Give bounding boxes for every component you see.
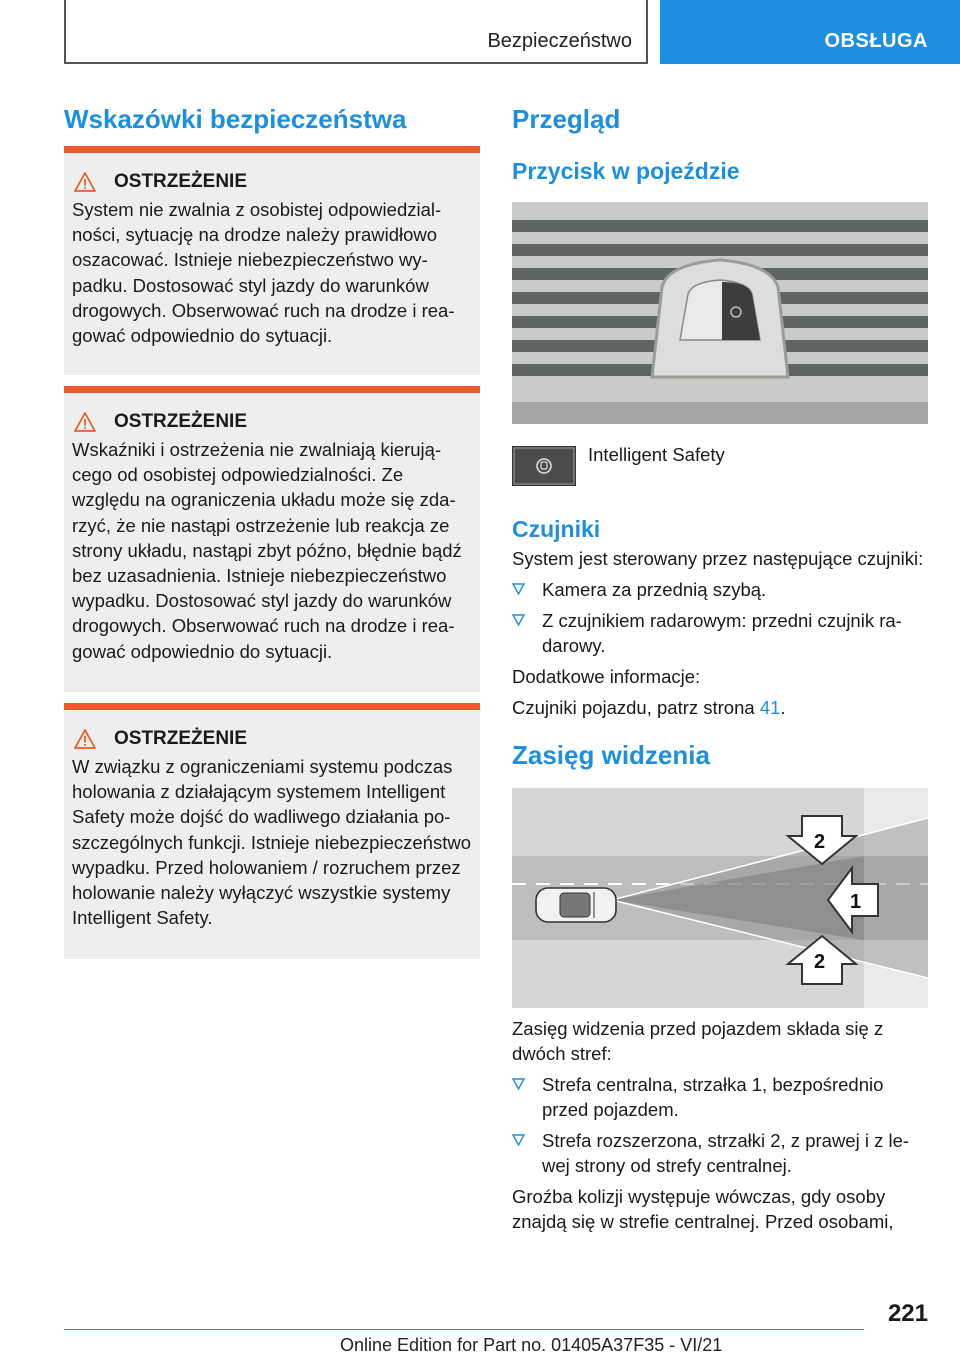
more-info: Dodatkowe informacje:	[512, 666, 701, 687]
left-column	[64, 100, 480, 138]
bullet-triangle-icon	[512, 583, 525, 595]
warning-title	[72, 169, 472, 195]
page-link[interactable]: 41	[759, 697, 781, 718]
diagram-label: 1	[850, 891, 862, 913]
list-item	[512, 1072, 928, 1122]
header-section-title: Bezpieczeństwo	[487, 30, 632, 52]
warning-box-2	[64, 386, 480, 692]
right-column	[512, 100, 928, 1234]
closing-paragraph: Groźba kolizji występuje wówczas, gdy osoby znajdą się w strefie centralnej. Przed osobami,	[512, 1186, 894, 1232]
sensors-intro: System jest sterowany przez następujące czujniki:	[512, 548, 924, 569]
header-chapter-label: OBSŁUGA	[824, 30, 928, 52]
car-icon	[536, 888, 616, 922]
subheading-button: Przycisk w pojeździe	[512, 158, 740, 184]
list-item-text: Kamera za przednią szybą.	[542, 579, 767, 600]
warning-box-3	[64, 703, 480, 959]
intelligent-safety-button-icon	[512, 446, 576, 486]
bullet-triangle-icon	[512, 614, 525, 626]
warning-triangle-icon	[74, 172, 96, 192]
warning-title	[72, 409, 472, 435]
section-title-safety: Wskazówki bezpieczeństwa	[64, 104, 407, 134]
list-item-text: Z czujnikiem radarowym: przedni czujnik radarowy.	[542, 610, 902, 656]
list-item	[512, 577, 928, 602]
warning-box-1	[64, 146, 480, 375]
diagram-label: 2	[814, 831, 826, 853]
diagram-label: 2	[814, 951, 826, 973]
button-caption: Intelligent Safety	[588, 444, 725, 465]
warning-title-text: OSTRZEŻENIE	[114, 411, 248, 432]
button-legend	[512, 446, 928, 486]
range-list	[512, 1072, 928, 1178]
footer-divider	[64, 1329, 864, 1330]
range-intro: Zasięg widzenia przed pojazdem składa się z dwóch stref:	[512, 1018, 884, 1064]
list-item-text: Strefa centralna, strzałka 1, bezpośrednio przed pojazdem.	[542, 1074, 884, 1120]
field-of-view-diagram	[512, 788, 928, 1008]
warning-triangle-icon	[74, 412, 96, 432]
sensors-list	[512, 577, 928, 658]
warning-title	[72, 726, 472, 752]
vehicle-button-photo	[512, 202, 928, 424]
list-item	[512, 1128, 928, 1178]
warning-text: Wskaźniki i ostrzeżenia nie zwalniają kierującego od osobistej odpowiedzialności. Ze względu na ograniczenia układu może się zdarzyć, że nie nastąpi ostrzeżenie lub reakcja ze strony układu, nastąpi zbyt późno, błędnie bądź bez uzasadnienia. Istnieje niebezpieczeństwo wypadku. Dostosować styl jazdy do warunków drogowych. Obserwować ruch na drodze i reagować odpowiednio do sytuacji.	[72, 439, 462, 662]
bullet-triangle-icon	[512, 1078, 525, 1090]
section-title-range: Zasięg widzenia	[512, 740, 710, 770]
footer-edition: Online Edition for Part no. 01405A37F35 - VI/21	[340, 1335, 723, 1355]
warning-text: System nie zwalnia z osobistej odpowiedzialności, sytuację na drodze należy prawidłowo oszacować. Istnieje niebezpieczeństwo wypadku. Dostosować styl jazdy do warunków drogowych. Obserwować ruch na drodze i reagować odpowiednio do sytuacji.	[72, 199, 455, 347]
warning-triangle-icon	[74, 729, 96, 749]
warning-title-text: OSTRZEŻENIE	[114, 171, 248, 192]
section-title-overview: Przegląd	[512, 104, 621, 134]
header-chapter-tab[interactable]	[660, 0, 960, 64]
bullet-triangle-icon	[512, 1134, 525, 1146]
page-number: 221	[887, 1300, 928, 1327]
sensor-reference	[512, 695, 928, 720]
subheading-sensors: Czujniki	[512, 516, 601, 542]
reference-text: Czujniki pojazdu, patrz strona	[512, 697, 760, 718]
list-item-text: Strefa rozszerzona, strzałki 2, z prawej i z lewej strony od strefy centralnej.	[542, 1130, 910, 1176]
header-section-box	[64, 0, 648, 64]
warning-text: W związku z ograniczeniami systemu podczas holowania z działającym systemem Intelligent Safety może dojść do wadliwego działania poszczególnych funkcji. Istnieje niebezpieczeństwo wypadku. Przed holowaniem / rozruchem przez holowanie należy wyłączyć wszystkie systemy Intelligent Safety.	[72, 756, 471, 929]
reference-end: .	[780, 697, 786, 718]
list-item	[512, 608, 928, 658]
warning-title-text: OSTRZEŻENIE	[114, 728, 248, 749]
